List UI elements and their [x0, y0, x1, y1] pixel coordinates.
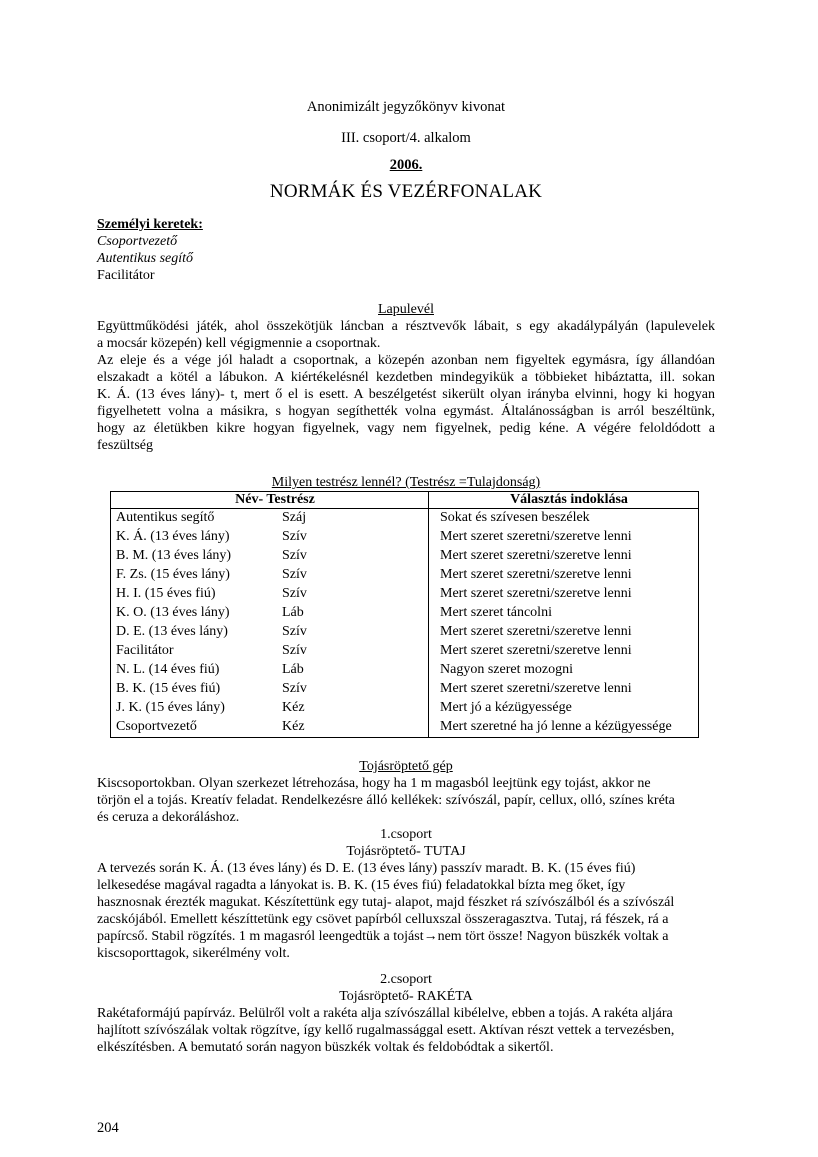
- group2-subtitle: Tojásröptető- RAKÉTA: [339, 989, 473, 1004]
- cell-body-part: Láb: [282, 604, 304, 620]
- cell-reason: Mert szeret szeretni/szeretve lenni: [440, 623, 632, 639]
- cell-reason: Mert szeret szeretni/szeretve lenni: [440, 680, 632, 696]
- table-row: [110, 585, 698, 604]
- paragraph-line: Együttműködési játék, ahol összekötjük láncban a résztvevők lábait, s egy akadálypályán (lapulevelek: [97, 319, 715, 334]
- paragraph-line: elszakadt a kötél a lábukon. A kiértékelésnél kezdetben mindegyikük a többieket hibáztatta, ill. sokan: [97, 370, 715, 385]
- cell-name: B. M. (13 éves lány): [116, 548, 232, 564]
- paragraph-line: Rakétaformájú papírváz. Belülről volt a rakéta alja szívószállal kibélelve, ebben a tojás. A rakéta aljára: [97, 1006, 673, 1021]
- table-row: [110, 718, 698, 737]
- table-row: [110, 547, 698, 566]
- paragraph-line: Kiscsoportokban. Olyan szerkezet létrehozása, hogy ha 1 m magasból leejtünk egy tojást, akkor ne: [97, 776, 651, 791]
- table-row: [110, 661, 698, 680]
- cell-reason: Mert jó a kézügyessége: [440, 699, 572, 715]
- cell-body-part: Száj: [282, 510, 307, 525]
- cell-reason: Mert szeret szeretni/szeretve lenni: [440, 567, 632, 583]
- table-header-reason: Választás indoklása: [434, 491, 698, 509]
- cell-reason: Mert szeret szeretni/szeretve lenni: [440, 548, 632, 564]
- paragraph-line: figyelhetett volna a másikra, s hogyan segíthették volna egymást. Általánosságban is arról beszéltünk,: [97, 404, 715, 419]
- page-title: NORMÁK ÉS VEZÉRFONALAK: [269, 181, 543, 202]
- cell-body-part: Kéz: [282, 699, 305, 715]
- paragraph-line: a mocsár közepén) kell végigmennie a csoportnak.: [97, 336, 381, 351]
- table-row: [110, 604, 698, 623]
- paragraph-line: kiscsoporttagok, sikerélmény volt.: [97, 946, 290, 961]
- personal-heading: Személyi keretek:: [97, 217, 203, 232]
- personal-item: Facilitátor: [97, 268, 155, 283]
- paragraph-line: hasznosnak érezték magukat. Készítettünk egy tutaj- alapot, majd fészket rá szívószálból és a szívószál: [97, 895, 675, 910]
- table-row: [110, 566, 698, 585]
- doc-subtitle: Anonimizált jegyzőkönyv kivonat: [306, 99, 506, 115]
- page-number: 204: [97, 1120, 119, 1136]
- group-session: III. csoport/4. alkalom: [341, 130, 471, 146]
- personal-item: Autentikus segítő: [97, 251, 194, 266]
- paragraph-line: és ceruza a dekoráláshoz.: [97, 810, 240, 825]
- tojas-section: [97, 758, 715, 826]
- paragraph-line: K. Á. (13 éves lány)- t, mert ő el is esett. A beszélgetést sikerült olyan irányba elvinni, hogy ki hogyan: [97, 387, 715, 402]
- cell-reason: Mert szeret szeretni/szeretve lenni: [440, 586, 632, 601]
- cell-body-part: Láb: [282, 661, 304, 677]
- table-row: [110, 642, 698, 661]
- table-row: [110, 528, 698, 547]
- lapulevel-section: [97, 301, 715, 454]
- cell-name: K. O. (13 éves lány): [116, 604, 230, 620]
- cell-reason: Mert szeret táncolni: [440, 604, 552, 620]
- cell-name: Autentikus segítő: [116, 510, 215, 525]
- table-row: [110, 680, 698, 699]
- cell-reason: Sokat és szívesen beszélek: [440, 510, 590, 525]
- cell-reason: Mert szeret szeretni/szeretve lenni: [440, 642, 632, 658]
- cell-name: N. L. (14 éves fiú): [116, 661, 220, 677]
- paragraph-line: lelkesedése magával ragadta a lányokat is. B. K. (15 éves fiú) feladatokkal bízta meg őket, így: [97, 878, 626, 893]
- cell-reason: Mert szeretné ha jó lenne a kézügyessége: [440, 718, 672, 734]
- cell-name: D. E. (13 éves lány): [116, 623, 228, 639]
- table-divider: [428, 491, 429, 738]
- cell-body-part: Kéz: [282, 718, 305, 734]
- table-caption: Milyen testrész lennél? (Testrész =Tulajdonság): [271, 475, 541, 490]
- cell-name: J. K. (15 éves lány): [116, 699, 225, 715]
- paragraph-line: zacskójából. Emellett készíttetünk egy csövet papírból celluxszal összeragasztva. Tutaj, rá fészek, rá a: [97, 912, 669, 927]
- cell-body-part: Szív: [282, 586, 307, 601]
- table-row: [110, 699, 698, 718]
- cell-body-part: Szív: [282, 567, 307, 583]
- table-row: [110, 623, 698, 642]
- paragraph-line: törjön el a tojás. Kreatív feladat. Rendelkezésre álló kellékek: szívószál, papír, cellux, olló, színes kréta: [97, 793, 675, 808]
- cell-name: B. K. (15 éves fiú): [116, 680, 221, 696]
- cell-body-part: Szív: [282, 623, 307, 639]
- group1-label: 1.csoport: [380, 827, 432, 842]
- cell-body-part: Szív: [282, 529, 307, 545]
- paragraph-line: feszültség: [97, 438, 153, 453]
- paragraph-line: hogy az életükben kikre hogyan figyelnek, vagy nem figyelnek, pedig kéne. A végére feloldódott a: [97, 421, 715, 436]
- group2-label: 2.csoport: [380, 972, 432, 987]
- paragraph-line: A tervezés során K. Á. (13 éves lány) és D. E. (13 éves lány) passzív maradt. B. K. (15 éves fiú): [97, 861, 636, 876]
- paragraph-line: hajlított szívószálak voltak rögzítve, így kellő rugalmassággal esett. Aktívan részt vettek a tervezésben,: [97, 1023, 675, 1038]
- tojas-heading: Tojásröptető gép: [359, 759, 453, 774]
- paragraph-line: papírcső. Stabil rögzítés. 1 m magasról leengedtük a tojást→nem tört össze! Nagyon büszkék voltak a: [97, 929, 669, 944]
- cell-reason: Nagyon szeret mozogni: [440, 661, 573, 677]
- personal-item: Csoportvezető: [97, 234, 178, 249]
- group2-section: [97, 971, 715, 1056]
- cell-name: F. Zs. (15 éves lány): [116, 567, 230, 583]
- paragraph-line: elkészítésben. A bemutató során nagyon büszkék voltak és feldobódtak a sikertől.: [97, 1040, 554, 1055]
- personal-section: [97, 216, 715, 284]
- group1-subtitle: Tojásröptető- TUTAJ: [346, 844, 466, 859]
- table-header-name: Név- Testrész: [110, 491, 434, 509]
- cell-name: Csoportvezető: [116, 718, 197, 734]
- cell-body-part: Szív: [282, 642, 307, 658]
- lapulevel-heading: Lapulevél: [378, 302, 434, 317]
- body-part-table: [110, 491, 698, 737]
- table-row: [110, 509, 698, 529]
- cell-body-part: Szív: [282, 548, 307, 564]
- group1-section: [97, 826, 715, 962]
- cell-name: K. Á. (13 éves lány): [116, 529, 230, 545]
- cell-name: H. I. (15 éves fiú): [116, 586, 216, 601]
- paragraph-line: Az eleje és a vége jól haladt a csoportnak, a közepén azonban nem figyeltek egymásra, így állandóan: [97, 353, 715, 368]
- doc-year: 2006.: [389, 157, 423, 173]
- cell-reason: Mert szeret szeretni/szeretve lenni: [440, 529, 632, 545]
- cell-name: Facilitátor: [116, 642, 174, 658]
- cell-body-part: Szív: [282, 680, 307, 696]
